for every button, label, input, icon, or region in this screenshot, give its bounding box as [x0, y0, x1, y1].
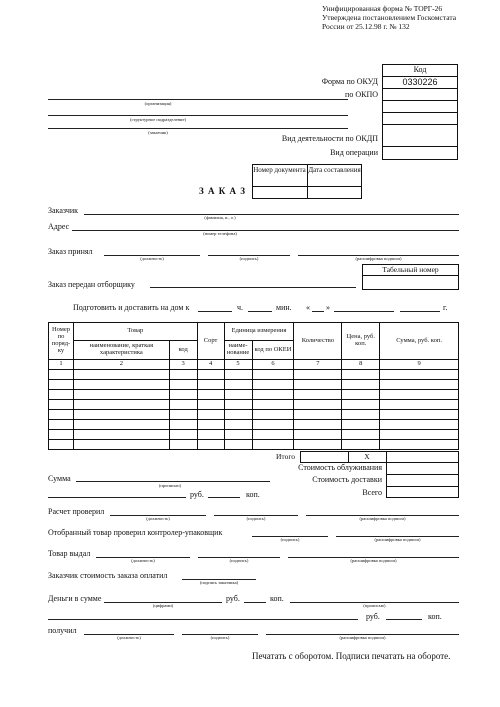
received-label: получил [48, 626, 77, 635]
col-header-price: Цена, руб. коп. [342, 323, 380, 360]
okpo-label: по ОКПО [345, 90, 378, 99]
header-line-1: Унифицированная форма № ТОРГ-26 [322, 4, 443, 13]
table-row[interactable] [49, 440, 459, 450]
prepare-label: Подготовить и доставить на дом к [73, 303, 190, 312]
table-row[interactable] [49, 420, 459, 430]
page-title: З А К А З [199, 186, 247, 196]
col-number: 9 [380, 360, 459, 370]
delivery-cost-label: Стоимость доставки [312, 475, 382, 484]
sum-label: Сумма [48, 474, 71, 483]
money-kop-line-2[interactable] [386, 619, 422, 620]
col-header-unit-name: наиме- нование [224, 341, 252, 360]
money-label: Деньги в сумме [48, 594, 102, 603]
customer-line[interactable] [84, 214, 459, 215]
total-x-mark: Х [364, 452, 370, 461]
col-number: 6 [252, 360, 294, 370]
money-kop-line[interactable] [244, 602, 266, 603]
table-row[interactable] [49, 410, 459, 420]
table-row[interactable] [49, 370, 459, 380]
okdp-label: Вид деятельности по ОКДП [281, 134, 378, 143]
year-line[interactable] [400, 311, 440, 312]
minutes-line[interactable] [248, 311, 272, 312]
doc-number-header: Номер документа [253, 166, 306, 174]
sum-words-line-2[interactable] [48, 497, 186, 498]
col-header-unit: Единица измерения [224, 323, 294, 341]
header-line-3: России от 25.12.98 г. № 132 [322, 22, 410, 31]
okud-label: Форма по ОКУД [321, 77, 378, 86]
codes-header: Код [413, 65, 427, 74]
cost-box [386, 462, 459, 498]
operation-label: Вид операции [330, 148, 378, 157]
table-row[interactable] [49, 380, 459, 390]
col-number: 5 [224, 360, 252, 370]
paid-label: Заказчик стоимость заказа оплатил [48, 571, 168, 580]
col-header-sum: Сумма, руб. коп. [380, 323, 459, 360]
customer-label: Заказчик [48, 206, 79, 215]
col-number: 7 [294, 360, 342, 370]
packer-label: Отобранный товар проверил контролер-упаковщик [48, 528, 223, 537]
service-cost-label: Стоимость облуживания [298, 463, 382, 472]
col-header-grade: Сорт [197, 323, 224, 360]
col-number: 4 [197, 360, 224, 370]
subdivision-line[interactable] [48, 115, 348, 116]
col-header-num: Номер по поряд- ку [49, 323, 74, 360]
col-header-qty: Количество [294, 323, 342, 360]
org-line[interactable] [48, 99, 348, 100]
col-number: 2 [73, 360, 169, 370]
form-header [322, 4, 456, 31]
checked-label: Расчет проверил [48, 507, 105, 516]
money-words-line-2[interactable] [48, 619, 358, 620]
hours-line[interactable] [198, 311, 232, 312]
transferred-label: Заказ передан отборщику [48, 280, 135, 289]
total-label: Итого [276, 452, 295, 461]
address-line[interactable] [72, 230, 459, 231]
col-number: 8 [342, 360, 380, 370]
col-header-goods-code: код [169, 341, 197, 360]
transferred-line[interactable] [150, 287, 356, 288]
table-row[interactable] [49, 430, 459, 440]
kop-line[interactable] [208, 497, 240, 498]
customer-org-line[interactable] [48, 128, 348, 129]
col-header-goods: Товар [73, 323, 197, 341]
address-label: Адрес [48, 222, 70, 231]
header-line-2: Утверждена постановлением Госкомстата [322, 13, 457, 22]
col-number: 3 [169, 360, 197, 370]
col-header-unit-okei: код по ОКЕИ [252, 341, 294, 360]
issued-label: Товар выдал [48, 549, 91, 558]
day-line[interactable] [312, 311, 324, 312]
sum-words-line[interactable] [76, 481, 270, 482]
doc-date-header: Дата составления [308, 166, 361, 174]
grand-total-label: Всего [362, 488, 382, 497]
goods-table [48, 322, 459, 450]
col-number: 1 [49, 360, 74, 370]
accepted-label: Заказ принял [48, 247, 93, 256]
footer-note: Печатать с оборотом. Подписи печатать на обороте. [252, 651, 451, 661]
table-row[interactable] [49, 390, 459, 400]
tabel-number-header: Табельный номер [382, 265, 439, 274]
month-line[interactable] [334, 311, 394, 312]
col-header-goods-name: наименование, краткая характеристика [73, 341, 169, 360]
table-row[interactable] [49, 400, 459, 410]
okud-value: 0330226 [402, 77, 438, 87]
